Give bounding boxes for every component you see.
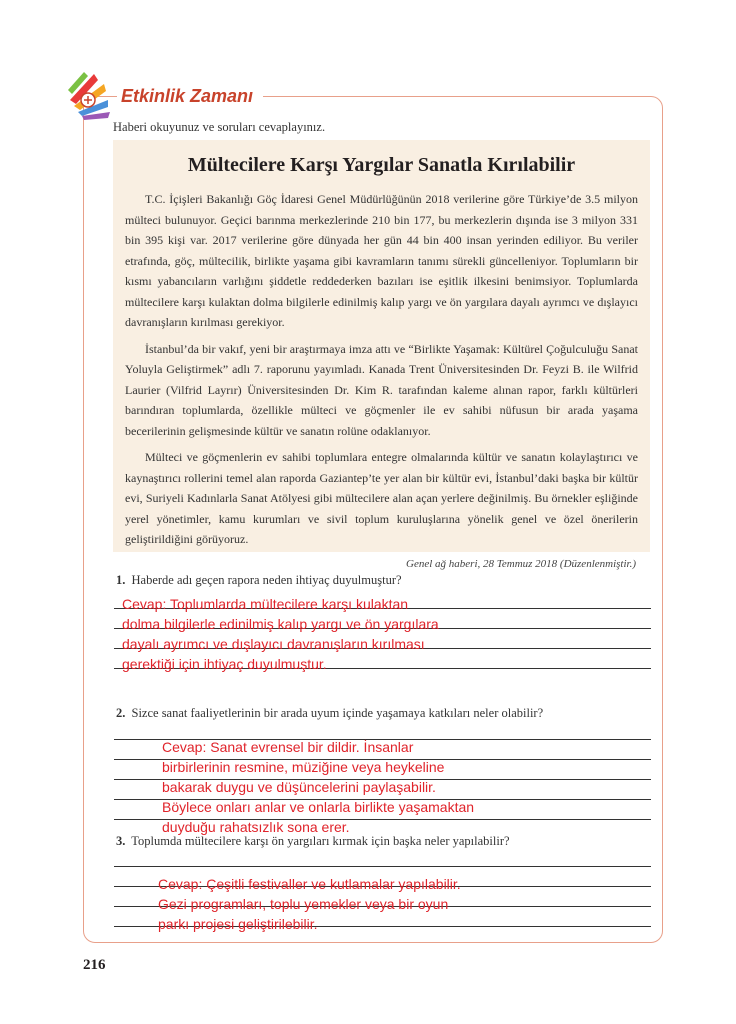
news-source: Genel ağ haberi, 28 Temmuz 2018 (Düzenlenmiştir.) [406,557,636,570]
question-text: Haberde adı geçen rapora neden ihtiyaç duyulmuştur? [131,573,402,587]
question-number: 1. [116,573,126,587]
question-2 [116,706,543,721]
answer-line-text: duyduğu rahatsızlık sona erer. [162,819,350,835]
page-number: 216 [83,957,106,973]
activity-title: Etkinlik Zamanı [117,84,263,108]
question-number: 2. [116,706,126,720]
answer-3 [158,874,461,934]
question-3 [116,834,510,849]
answer-line-text: birbirlerinin resmine, müziğine veya heykeline [162,759,445,775]
answer-2 [162,737,474,837]
answer-line-text: Cevap: Çeşitli festivaller ve kutlamalar yapılabilir. [158,876,461,892]
answer-line-text: bakarak duygu ve düşüncelerini paylaşabilir. [162,779,436,795]
news-paragraph: İstanbul’da bir vakıf, yeni bir araştırmaya imza attı ve “Birlikte Yaşamak: Kültürel Çoğulculuğu Sanat Yoluyla Geliştirmek” adlı 7. raporunu yayımladı. Kanada Trent Üniversitesinden Dr. Feyzi B. ile Wilfrid Laurier (Vilfrid Layrır) Üniversitesinden Dr. Kim R. tarafından kaleme alınan rapor, farklı kültürleri barındıran toplumlarda, özellikle mülteci ve göçmenler ile ev sahibi nüfusun bir arada yaşama becerilerinin gelişmesinde kültür ve sanatın rolüne odaklanıyor. [125,341,638,438]
news-title: Mültecilere Karşı Yargılar Sanatla Kırılabilir [187,154,576,176]
question-text: Toplumda mültecilere karşı ön yargıları kırmak için başka neler yapılabilir? [131,834,510,848]
answer-line-text: Gezi programları, toplu yemekler veya bir oyun [158,896,449,912]
question-text: Sizce sanat faaliyetlerinin bir arada uyum içinde yaşamaya katkıları neler olabilir? [131,706,544,720]
answer-line-text: dayalı ayrımcı ve dışlayıcı davranışların kırılması [122,636,425,652]
answer-line-text: gerektiği için ihtiyaç duyulmuştur. [122,656,327,672]
question-number: 3. [116,834,126,848]
answer-1 [122,594,439,674]
answer-line-text: Cevap: Sanat evrensel bir dildir. İnsanlar [162,739,414,755]
news-paragraph: T.C. İçişleri Bakanlığı Göç İdaresi Genel Müdürlüğünün 2018 verilerine göre Türkiye’de 3.5 milyon mülteci bulunuyor. Geçici barınma merkezlerinde 210 bin 177, bu merkezlerin dışında ise 3 milyon 331 bin 395 kişi var. 2017 verilerine göre dünyada her gün 44 bin 400 insan yerinden ediliyor. Bu veriler etrafında, göç, mültecilik, birlikte yaşama gibi kavramların tanımı sürekli güncelleniyor. Toplumların bir kısmı yabancıların varlığını şiddetle reddederken bazıları ise eşitlik ilkesini benimsiyor. Toplumlarda mültecilere karşı kulaktan dolma bilgilerle edinilmiş kalıp yargı ve ön yargılara dayalı ayrımcı ve dışlayıcı davranışların kırılması gerekiyor. [125,192,638,329]
news-article [113,140,650,570]
answer-line-text: Böylece onları anlar ve onlarla birlikte yaşamaktan [162,799,475,815]
instruction-text: Haberi okuyunuz ve soruları cevaplayınız. [113,120,326,134]
question-1 [116,573,402,588]
answer-line-text: dolma bilgilerle edinilmiş kalıp yargı ve ön yargılara [122,616,439,632]
news-paragraph: Mülteci ve göçmenlerin ev sahibi toplumlara entegre olmalarında kültür ve sanatın kolaylaştırıcı ve kaynaştırıcı rollerini temel alan raporda Gaziantep’te yer alan bir kültür evi, İstanbul’daki başka bir kültür evi, Suriyeli Kadınlarla Sanat Atölyesi gibi mültecilere alan açan yerlere değinilmiş. Bu örnekler eşliğinde yerel yönetimler, kamu kurumları ve sivil toplum kuruluşlarına yönelik genel ve özel önerilerin geliştirildiğini görüyoruz. [125,450,638,546]
answer-line-text: parkı projesi geliştirilebilir. [158,916,318,932]
answer-line[interactable] [114,866,651,867]
answer-line-text: Cevap: Toplumlarda mültecilere karşı kulaktan [122,596,409,612]
activity-logo-icon [64,70,114,122]
